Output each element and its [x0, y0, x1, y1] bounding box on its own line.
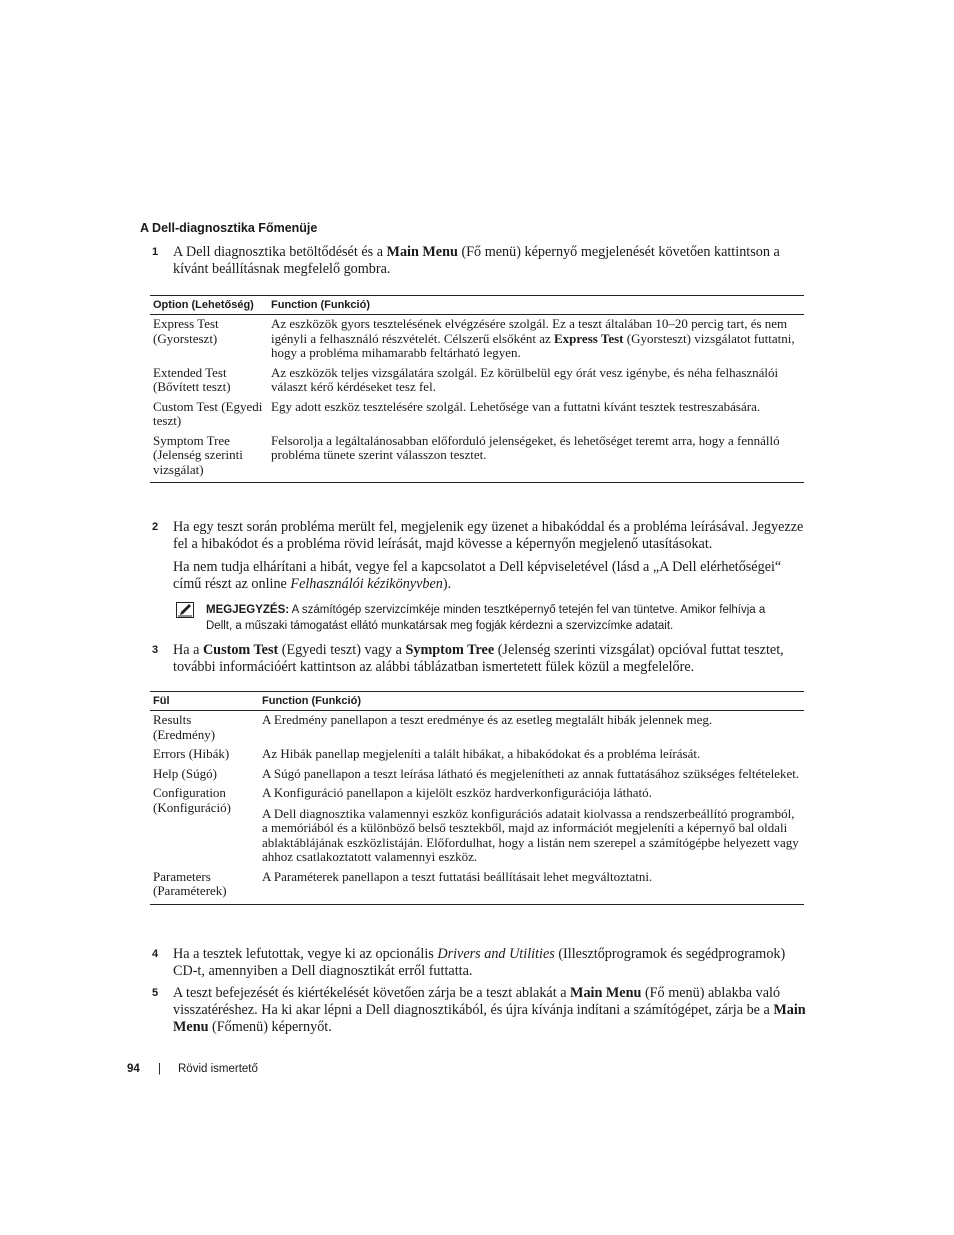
step-text [173, 642, 812, 676]
step-text-part: (Illesztőprogramok és segédprogramok) CD-t, amennyiben a Dell diagnosztikát erről futtatta. [173, 946, 786, 979]
table-row [150, 765, 804, 785]
table-row [150, 745, 804, 765]
function-paragraph: A Dell diagnosztika valamennyi eszköz konfigurációs adatait kiolvassa a rendszerbeállító programból, a memóriából és a különböző belső tesztekből, majd az információt megjeleníti a képernyő bal oldali ablaktáblájának eszközlistáján. Előfordulhat, hogy a listán nem szerepel a számítógépbe helyezett vagy ahhoz csatlakoztatott valamennyi eszköz. [262, 805, 799, 864]
tab-cell: Results (Eredmény) [153, 712, 216, 742]
option-cell: Express Test (Gyorsteszt) [153, 316, 219, 346]
table-row [150, 868, 804, 905]
step-1 [152, 244, 812, 278]
step-2 [152, 519, 812, 553]
step-3 [152, 642, 812, 676]
table-header: Function (Funkció) [268, 296, 804, 315]
table-row [150, 398, 804, 432]
paragraph-text: Ha nem tudja elhárítani a hibát, vegye fel a kapcsolatot a Dell képviseletével (lásd a „A Dell elérhetőségei“ című részt az online [173, 559, 782, 592]
contact-paragraph [173, 559, 813, 593]
footer-title: Rövid ismertető [178, 1063, 258, 1075]
step-4 [152, 946, 812, 980]
function-cell: A Eredmény panellapon a teszt eredménye és az esetleg megtalált hibák jelennek meg. [262, 712, 713, 727]
function-cell: Egy adott eszköz tesztelésére szolgál. Lehetősége van a futtatni kívánt tesztek testreszabására. [271, 398, 761, 414]
footer-separator: | [158, 1063, 161, 1075]
step-text-part: (Fő menü) ablakba való visszatéréshez. Ha ki akar lépni a Dell diagnosztikából, és újra kívánja indítani a számítógépet, zárja be a [173, 985, 781, 1018]
step-number: 3 [152, 644, 159, 656]
options-table [150, 295, 804, 483]
table-header: Fül [150, 692, 259, 711]
note-label: MEGJEGYZÉS: [206, 604, 290, 616]
function-text: Az eszközök gyors tesztelésének elvégzésére szolgál. Ez a teszt általában 10–20 percig tart, és nem igényli a felhasználó részvételét. Célszerű elsőként az [271, 316, 788, 346]
step-text [173, 985, 812, 1036]
step-text-italic: Drivers and Utilities [437, 946, 555, 962]
function-cell: Felsorolja a legáltalánosabban előforduló jelenségeket, és lehetőséget teremt arra, hogy a fennálló probléma tünete szerint válasszon tesztet. [268, 432, 804, 483]
note-text: A számítógép szervizcímkéje minden tesztképernyő tetején fel van tüntetve. Amikor felhívja a [289, 604, 766, 616]
paragraph-italic: Felhasználói kézikönyvben [290, 576, 443, 592]
tabs-table [150, 691, 804, 905]
step-text [173, 946, 812, 980]
step-text-part: A Dell diagnosztika betöltődését és a [173, 244, 387, 260]
note-line-1 [206, 602, 816, 618]
step-text-part: (Jelenség szerinti vizsgálat) opcióval futtat tesztet, további információért kattintson az alábbi táblázatban ismertetett fülek közül a megfelelőre. [173, 642, 784, 675]
step-text-part: (Fő menü) képernyő megjelenését követően kattintson a kívánt beállításnak megfelelő gombra. [173, 244, 780, 277]
step-text-part: (Egyedi teszt) vagy a [278, 642, 406, 658]
step-text-bold: Main Menu [173, 1002, 806, 1035]
step-text-part: Ha a [173, 642, 203, 658]
step-text [173, 244, 812, 278]
section-heading: A Dell-diagnosztika Főmenüje [140, 221, 318, 235]
table-row [150, 364, 804, 398]
option-cell: Symptom Tree (Jelenség szerinti vizsgálat) [150, 432, 268, 483]
step-5 [152, 985, 812, 1036]
page-number: 94 [127, 1063, 140, 1075]
tab-cell: Parameters (Paraméterek) [150, 868, 259, 905]
tab-cell: Help (Súgó) [153, 765, 217, 781]
step-text-bold: Main Menu [386, 244, 458, 260]
paragraph-text: ). [442, 576, 452, 592]
table-row [150, 432, 804, 483]
function-cell: A Paraméterek panellapon a teszt futtatási beállításait lehet megváltoztatni. [259, 868, 804, 905]
step-number: 1 [152, 246, 159, 258]
step-text-part: (Főmenü) képernyőt. [208, 1019, 332, 1035]
step-text-bold: Main Menu [570, 985, 642, 1001]
note-line-2: Dellt, a műszaki támogatást ellátó munkatársak meg fogják kérdezni a szervizcímke adatait. [206, 620, 674, 632]
tab-cell: Configuration (Konfiguráció) [153, 785, 231, 815]
function-cell [259, 784, 804, 868]
table-row [150, 784, 804, 868]
function-cell: Az Hibák panellap megjeleníti a talált hibákat, a hibakódokat és a probléma leírását. [262, 746, 701, 761]
tab-cell: Errors (Hibák) [153, 746, 230, 761]
function-cell: Az eszközök teljes vizsgálatára szolgál. Ez körülbelül egy órát vesz igénybe, és néha felhasználói választ kérő kérdéseket tesz fel. [271, 364, 779, 394]
step-text-part: Ha a tesztek lefutottak, vegye ki az opcionális [173, 946, 438, 962]
step-text-bold: Symptom Tree [405, 642, 495, 658]
function-cell: A Súgó panellapon a teszt leírása látható és megjelenítheti az annak futtatásához szükséges feltételeket. [262, 765, 800, 781]
function-cell [268, 315, 804, 364]
table-header: Option (Lehetőség) [150, 296, 268, 315]
table-row [150, 711, 804, 746]
note-block [176, 602, 816, 634]
option-cell: Custom Test (Egyedi teszt) [153, 398, 263, 428]
pencil-note-icon [176, 602, 194, 618]
function-text: (Gyorsteszt) vizsgálatot futtatni, hogy a probléma mihamarabb feltárható legyen. [271, 330, 795, 360]
step-text-part: A teszt befejezését és kiértékelését követően zárja be a teszt ablakát a [173, 985, 571, 1001]
table-header: Function (Funkció) [259, 692, 804, 711]
option-cell: Extended Test (Bővített teszt) [153, 364, 231, 394]
page-footer [127, 1063, 258, 1075]
function-paragraph: A Konfiguráció panellapon a kijelölt eszköz hardverkonfigurációja látható. [262, 785, 652, 800]
function-bold: Express Test [554, 330, 624, 346]
step-text: Ha egy teszt során probléma merült fel, megjelenik egy üzenet a hibakóddal és a probléma leírásával. Jegyezze fel a hibakódot és a probléma rövid leírását, majd kövesse a képernyőn megjelenő utasításokat. [173, 519, 804, 552]
step-text-bold: Custom Test [202, 642, 279, 658]
table-row [150, 315, 804, 364]
step-number: 5 [152, 987, 159, 999]
step-number: 2 [152, 521, 159, 533]
step-number: 4 [152, 948, 159, 960]
